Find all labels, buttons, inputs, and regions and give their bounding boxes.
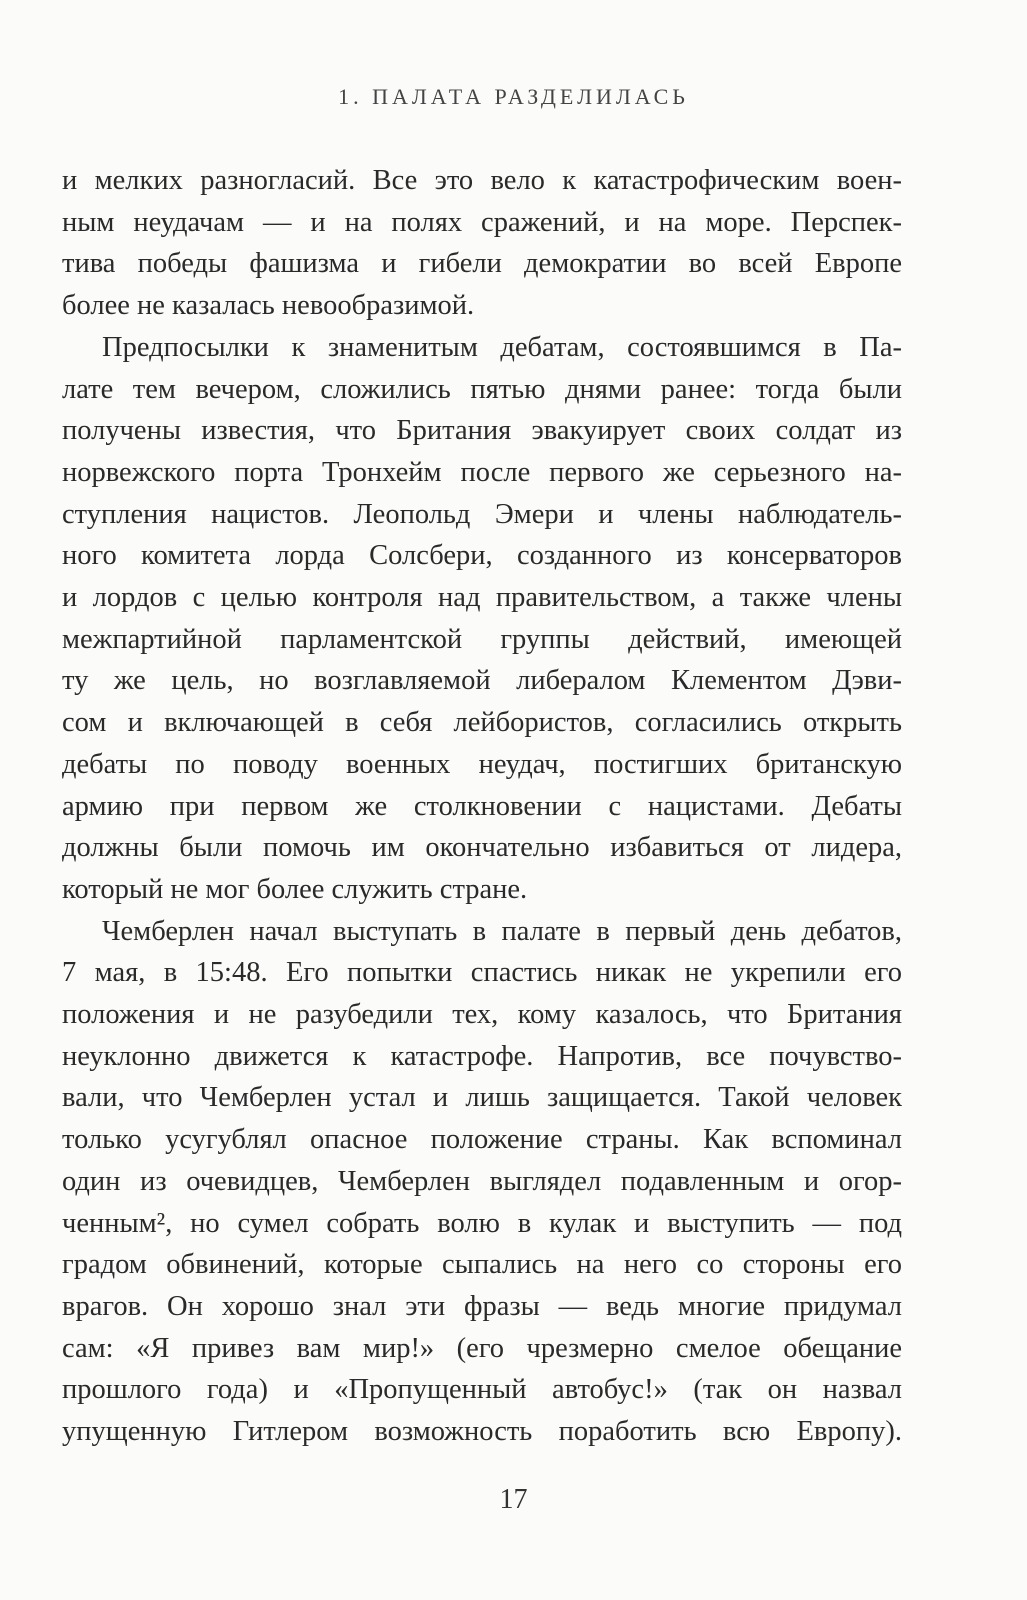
text-line: Чемберлен начал выступать в палате в первый день дебатов, [102,915,902,947]
text-line: получены известия, что Британия эвакуирует своих солдат из [62,415,902,447]
running-head: 1. ПАЛАТА РАЗДЕЛИЛАСЬ [338,84,689,109]
text-line: ным неудачам — и на полях сражений, и на море. Перспек- [62,206,902,238]
text-line: норвежского порта Тронхейм после первого же серьезного на- [62,456,902,488]
text-line: дебаты по поводу военных неудач, постигших британскую [62,748,902,780]
body-text [62,160,902,1453]
text-line: один из очевидцев, Чемберлен выглядел подавленным и огор- [62,1165,902,1197]
text-line: упущенную Гитлером возможность поработить всю Европу). [62,1416,902,1448]
text-line: сам: «Я привез вам мир!» (его чрезмерно смелое обещание [62,1332,902,1364]
text-line: 7 мая, в 15:48. Его попытки спастись никак не укрепили его [62,957,902,989]
text-line: ступления нацистов. Леопольд Эмери и члены наблюдатель- [62,498,902,530]
text-line: только усугублял опасное положение страны. Как вспоминал [62,1124,902,1156]
text-line: неуклонно движется к катастрофе. Напротив, все почувство- [62,1040,902,1072]
text-line: врагов. Он хорошо знал эти фразы — ведь многие придумал [62,1290,902,1322]
text-line: межпартийной парламентской группы действий, имеющей [62,623,902,655]
text-line: должны были помочь им окончательно избавиться от лидера, [62,832,902,864]
text-line: Предпосылки к знаменитым дебатам, состоявшимся в Па- [102,331,902,363]
text-line: вали, что Чемберлен устал и лишь защищается. Такой человек [62,1082,902,1114]
text-line: сом и включающей в себя лейбористов, согласились открыть [62,707,902,739]
text-line: ту же цель, но возглавляемой либералом Клементом Дэви- [62,665,902,697]
text-line: который не мог более служить стране. [62,873,528,905]
text-line: и лордов с целью контроля над правительством, а также члены [62,582,902,614]
text-line: и мелких разногласий. Все это вело к катастрофическим воен- [62,165,902,196]
text-line: более не казалась невообразимой. [62,290,475,322]
text-line: положения и не разубедили тех, кому казалось, что Британия [62,999,902,1031]
text-line: тива победы фашизма и гибели демократии во всей Европе [62,248,902,280]
text-line: ченным², но сумел собрать волю в кулак и выступить — под [62,1207,902,1239]
text-line: лате тем вечером, сложились пятью днями ранее: тогда были [62,373,902,405]
text-line: прошлого года) и «Пропущенный автобус!» (так он назвал [62,1374,902,1406]
text-line: градом обвинений, которые сыпались на него со стороны его [62,1249,902,1281]
page-number: 17 [499,1484,528,1515]
text-line: армию при первом же столкновении с нацистами. Дебаты [62,790,902,822]
text-line: ного комитета лорда Солсбери, созданного из консерваторов [62,540,902,572]
